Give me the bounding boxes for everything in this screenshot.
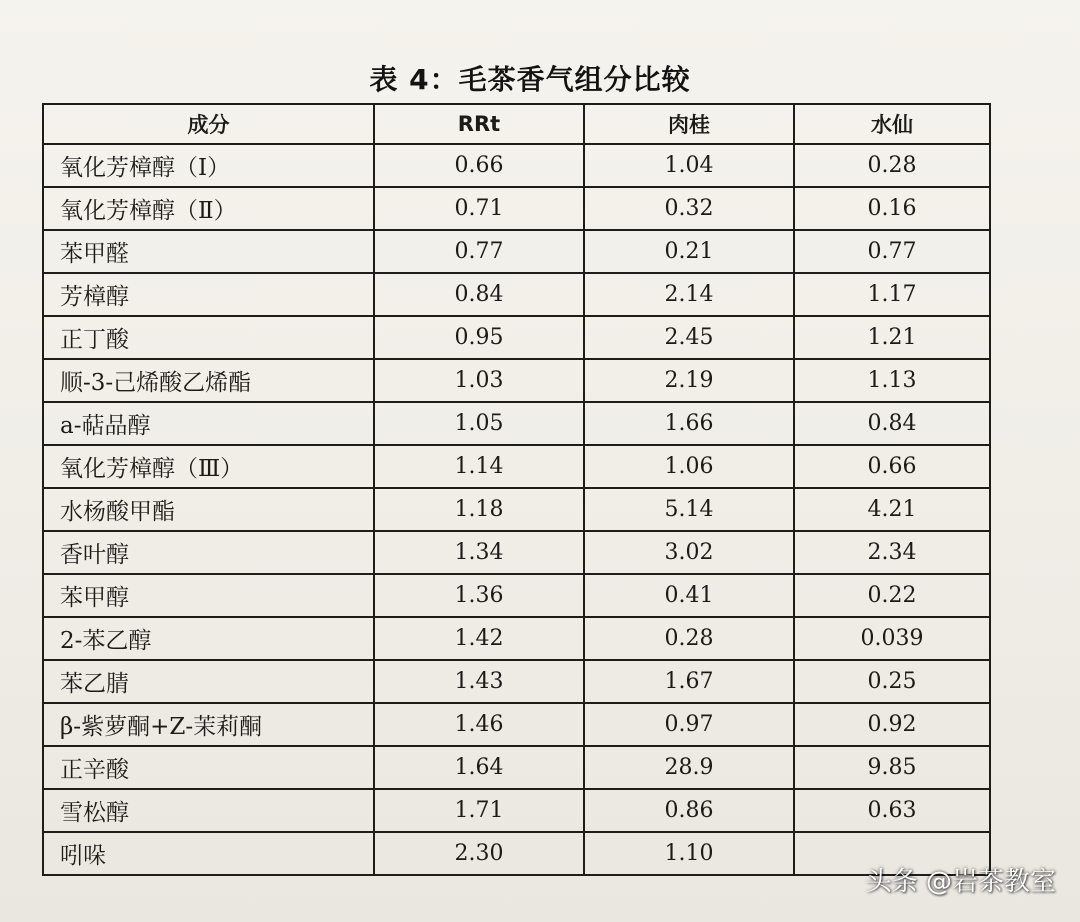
table-row xyxy=(43,703,990,746)
cell-shuixian: 2.34 xyxy=(794,531,990,574)
cell-component: 氧化芳樟醇（Ⅲ） xyxy=(43,445,374,488)
cell-shuixian: 0.28 xyxy=(794,144,990,187)
cell-rougui: 28.9 xyxy=(584,746,794,789)
header-component: 成分 xyxy=(43,104,374,144)
cell-rrt: 1.71 xyxy=(374,789,584,832)
cell-rrt: 1.42 xyxy=(374,617,584,660)
header-row xyxy=(43,104,990,144)
cell-shuixian: 9.85 xyxy=(794,746,990,789)
cell-rougui: 0.41 xyxy=(584,574,794,617)
cell-component: 芳樟醇 xyxy=(43,273,374,316)
cell-rrt: 1.34 xyxy=(374,531,584,574)
header-shuixian: 水仙 xyxy=(794,104,990,144)
cell-rrt: 2.30 xyxy=(374,832,584,875)
table-body xyxy=(43,144,990,875)
cell-rrt: 1.05 xyxy=(374,402,584,445)
cell-rougui: 1.10 xyxy=(584,832,794,875)
table-row xyxy=(43,660,990,703)
table-row xyxy=(43,402,990,445)
cell-rrt: 1.14 xyxy=(374,445,584,488)
cell-shuixian: 1.17 xyxy=(794,273,990,316)
cell-shuixian: 0.039 xyxy=(794,617,990,660)
cell-component: 吲哚 xyxy=(43,832,374,875)
table-row xyxy=(43,359,990,402)
table-row xyxy=(43,574,990,617)
cell-rrt: 1.03 xyxy=(374,359,584,402)
cell-shuixian: 0.63 xyxy=(794,789,990,832)
cell-shuixian: 0.92 xyxy=(794,703,990,746)
cell-component: 水杨酸甲酯 xyxy=(43,488,374,531)
cell-component: a-萜品醇 xyxy=(43,402,374,445)
cell-shuixian: 1.13 xyxy=(794,359,990,402)
cell-component: 氧化芳樟醇（Ⅱ） xyxy=(43,187,374,230)
table-row xyxy=(43,531,990,574)
table-row xyxy=(43,832,990,875)
cell-rougui: 0.21 xyxy=(584,230,794,273)
cell-rougui: 2.19 xyxy=(584,359,794,402)
cell-shuixian: 0.22 xyxy=(794,574,990,617)
table-title: 表 4：毛茶香气组分比较 xyxy=(369,63,691,96)
cell-component: 香叶醇 xyxy=(43,531,374,574)
cell-rougui: 2.45 xyxy=(584,316,794,359)
cell-rougui: 0.28 xyxy=(584,617,794,660)
cell-shuixian: 0.84 xyxy=(794,402,990,445)
cell-component: 苯甲醇 xyxy=(43,574,374,617)
table-row xyxy=(43,187,990,230)
cell-rrt: 0.71 xyxy=(374,187,584,230)
table-row xyxy=(43,316,990,359)
watermark: 头条 @岩茶教室 xyxy=(865,867,1056,897)
cell-component: 2-苯乙醇 xyxy=(43,617,374,660)
cell-component: 苯甲醛 xyxy=(43,230,374,273)
header-rrt: RRt xyxy=(374,104,584,144)
cell-rrt: 1.46 xyxy=(374,703,584,746)
table-row xyxy=(43,445,990,488)
cell-component: 正丁酸 xyxy=(43,316,374,359)
cell-rrt: 1.18 xyxy=(374,488,584,531)
cell-rougui: 1.06 xyxy=(584,445,794,488)
cell-shuixian: 0.66 xyxy=(794,445,990,488)
cell-rougui: 2.14 xyxy=(584,273,794,316)
table-row xyxy=(43,617,990,660)
table-row xyxy=(43,230,990,273)
table-row xyxy=(43,488,990,531)
aroma-comparison-table xyxy=(42,103,991,876)
cell-rougui: 1.67 xyxy=(584,660,794,703)
table-row xyxy=(43,789,990,832)
table-row xyxy=(43,273,990,316)
cell-rrt: 1.43 xyxy=(374,660,584,703)
cell-rougui: 3.02 xyxy=(584,531,794,574)
cell-rrt: 0.84 xyxy=(374,273,584,316)
cell-shuixian: 1.21 xyxy=(794,316,990,359)
table-row xyxy=(43,746,990,789)
table-row xyxy=(43,144,990,187)
cell-component: 苯乙腈 xyxy=(43,660,374,703)
cell-rrt: 1.64 xyxy=(374,746,584,789)
cell-component: 雪松醇 xyxy=(43,789,374,832)
cell-component: 顺-3-己烯酸乙烯酯 xyxy=(43,359,374,402)
cell-rougui: 5.14 xyxy=(584,488,794,531)
cell-shuixian: 0.77 xyxy=(794,230,990,273)
header-rougui: 肉桂 xyxy=(584,104,794,144)
cell-rougui: 0.86 xyxy=(584,789,794,832)
cell-component: 氧化芳樟醇（Ⅰ） xyxy=(43,144,374,187)
cell-rougui: 1.66 xyxy=(584,402,794,445)
cell-rougui: 0.97 xyxy=(584,703,794,746)
cell-rrt: 0.95 xyxy=(374,316,584,359)
cell-shuixian: 4.21 xyxy=(794,488,990,531)
cell-component: 正辛酸 xyxy=(43,746,374,789)
cell-shuixian: 0.25 xyxy=(794,660,990,703)
cell-rrt: 1.36 xyxy=(374,574,584,617)
cell-shuixian: 0.16 xyxy=(794,187,990,230)
cell-rougui: 0.32 xyxy=(584,187,794,230)
cell-rrt: 0.77 xyxy=(374,230,584,273)
cell-rougui: 1.04 xyxy=(584,144,794,187)
cell-rrt: 0.66 xyxy=(374,144,584,187)
cell-component: β-紫萝酮+Z-茉莉酮 xyxy=(43,703,374,746)
